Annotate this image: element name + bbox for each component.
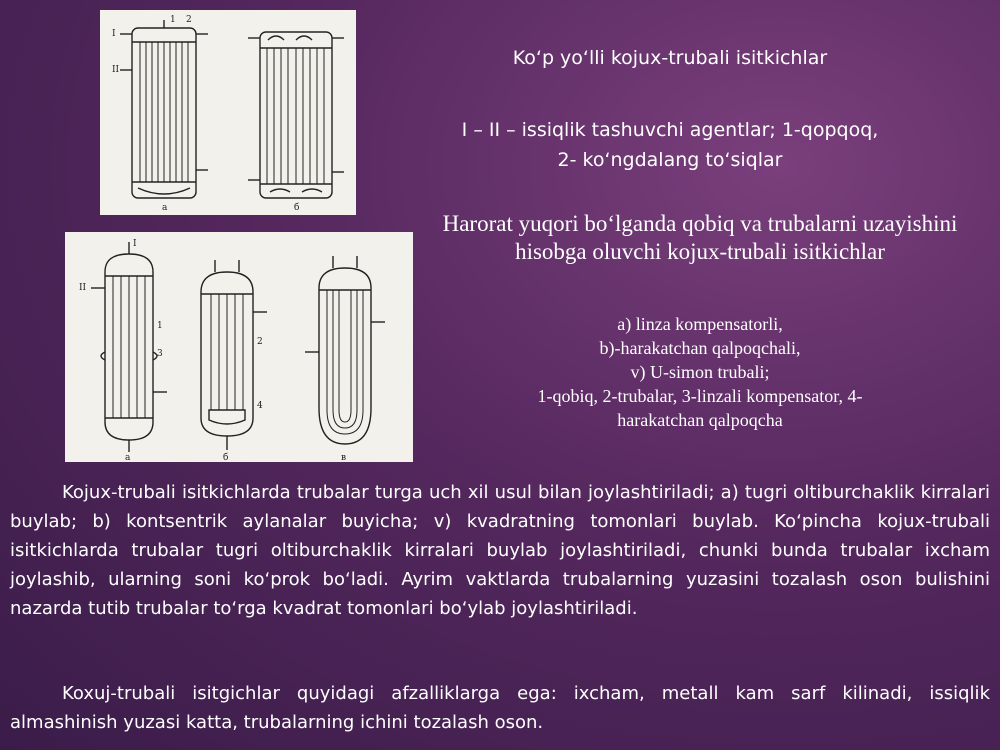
right-caption: б: [294, 203, 300, 213]
label-II: II: [112, 65, 120, 75]
caption-v: в: [341, 453, 347, 462]
agents-caption-line-2: 2- koʻngdalang toʻsiqlar: [557, 149, 783, 171]
label-3: 3: [157, 349, 163, 359]
agents-caption-line-1: I – II – issiqlik tashuvchi agentlar; 1-qopqoq,: [461, 119, 879, 141]
body-paragraph-1: Kojux-trubali isitkichlarda trubalar turga uch xil usul bilan joylashtiriladi; a) tugri oltiburchaklik kirralari buylab; b) kontsentrik aylanalar buyicha; v) kvadratning tomonlari buylab. Koʻpincha kojux-trubali isitkichlarda trubalar tugri oltiburchaklik kirralari buylab joylashtiriladi, chunki bunda trubalar ixcham joylashib, ularning soni koʻprok boʻladi. Ayrim vaktlarda trubalarning yuzasini tozalash oson bulishini nazarda tutib trubalar toʻrga kvadrat tomonlari boʻylab joylashtiriladi.: [10, 482, 990, 619]
left-caption: a: [162, 203, 168, 213]
label-2: 2: [257, 337, 263, 347]
label-2: 2: [186, 15, 192, 25]
compensation-heater-drawing: [65, 232, 413, 462]
multi-pass-heater-drawing: [100, 10, 356, 215]
body-paragraph-2: Koxuj-trubali isitgichlar quyidagi afzalliklarga ega: ixcham, metall kam sarf kilinadi, issiqlik almashinish yuzasi katta, trubalarning ichini tozalash oson.: [10, 683, 990, 733]
main-title: Koʻp yoʻlli kojux-trubali isitkichlar: [512, 47, 828, 69]
legend-item: b)-harakatchan qalpoqchali,: [599, 338, 801, 358]
label-II: II: [79, 283, 87, 293]
caption-a: a: [125, 453, 131, 462]
caption-b: б: [223, 453, 229, 462]
compensation-title: Harorat yuqori boʻlganda qobiq va trubalarni uzayishini hisobga oluvchi kojux-trubali isitkichlar: [442, 211, 958, 264]
label-I: I: [112, 29, 116, 39]
label-4: 4: [257, 401, 263, 411]
legend-item: harakatchan qalpoqcha: [617, 410, 783, 430]
legend-item: v) U-simon trubali;: [630, 362, 770, 382]
legend-item: a) linza kompensatorli,: [617, 314, 783, 334]
label-1: 1: [157, 321, 163, 331]
label-I: I: [133, 239, 137, 249]
legend-item: 1-qobiq, 2-trubalar, 3-linzali kompensator, 4-: [537, 386, 863, 406]
compensation-heater-figure: [65, 232, 413, 462]
compensation-legend: [440, 312, 960, 432]
multi-pass-heater-figure: [100, 10, 356, 215]
label-1: 1: [170, 15, 176, 25]
